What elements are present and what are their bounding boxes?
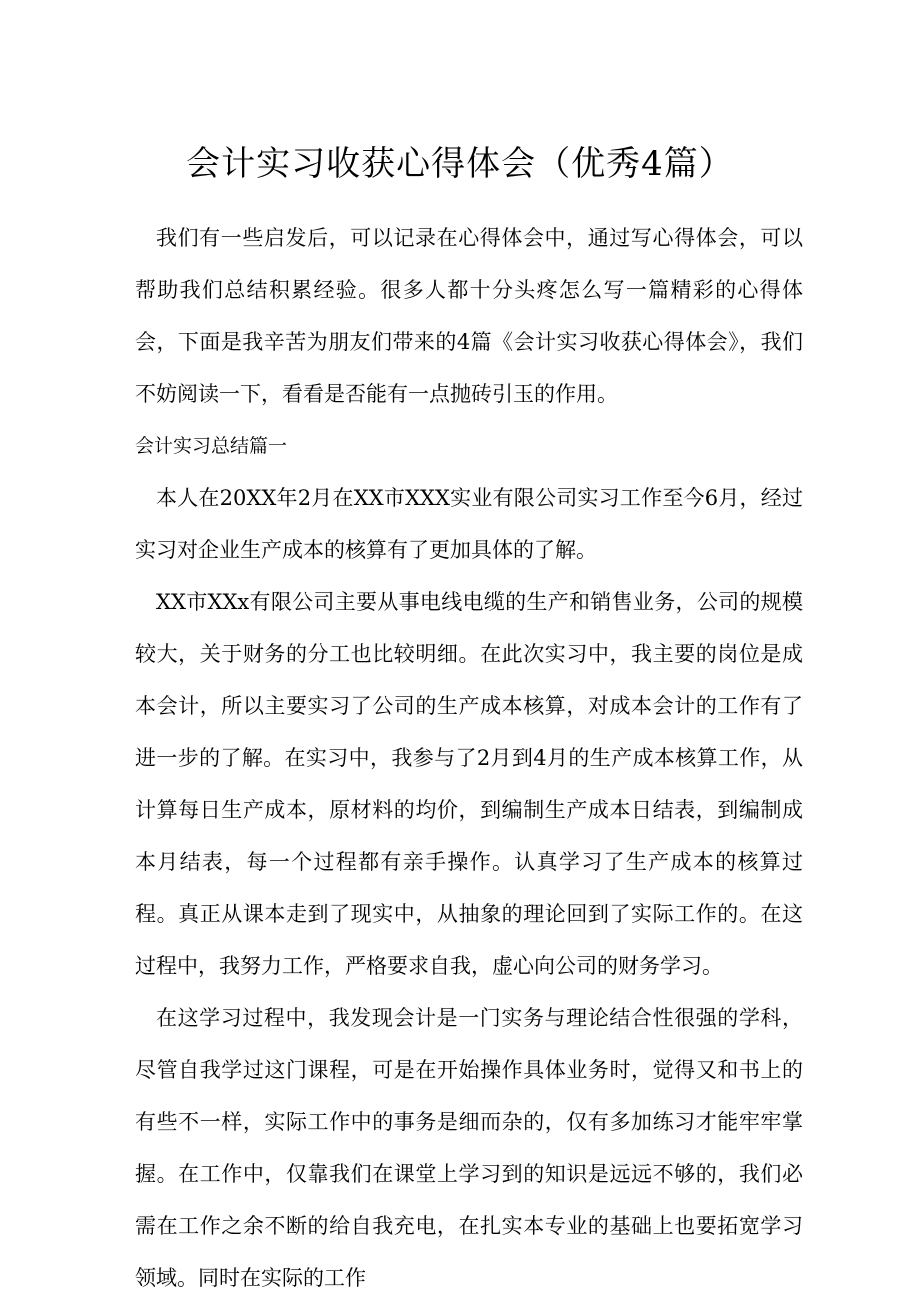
section-heading: 会计实习总结篇一 — [135, 435, 288, 457]
body-paragraph: 在这学习过程中，我发现会计是一门实务与理论结合性很强的学科，尽管自我学过这门课程，可是在开始操作具体业务时，觉得又和书上的有些不一样，实际工作中的事务是细而杂的，仅有多加练习才能牢牢掌握。在工作中，仅靠我们在课堂上学习到的知识是远远不够的，我们必需在工作之余不断的给自我充电，在扎实本专业的基础上也要拓宽学习领域。同时在实际的工作 — [135, 1006, 803, 1290]
document-title: 会计实习收获心得体会（优秀4篇） — [186, 144, 734, 184]
intro-paragraph: 我们有一些启发后，可以记录在心得体会中，通过写心得体会，可以帮助我们总结积累经验。很多人都十分头疼怎么写一篇精彩的心得体会，下面是我辛苦为朋友们带来的4篇《会计实习收获心得体会》，我们不妨阅读一下，看看是否能有一点抛砖引玉的作用。 — [135, 226, 803, 406]
body-paragraph: XX市XXx有限公司主要从事电线电缆的生产和销售业务，公司的规模较大，关于财务的分工也比较明细。在此次实习中，我主要的岗位是成本会计，所以主要实习了公司的生产成本核算，对成本会计的工作有了进一步的了解。在实习中，我参与了2月到4月的生产成本核算工作，从计算每日生产成本，原材料的均价，到编制生产成本日结表，到编制成本月结表，每一个过程都有亲手操作。认真学习了生产成本的核算过程。真正从课本走到了现实中，从抽象的理论回到了实际工作的。在这过程中，我努力工作，严格要求自我，虚心向公司的财务学习。 — [135, 590, 803, 978]
document-body — [135, 212, 803, 1304]
body-paragraph: 本人在20XX年2月在XX市XXX实业有限公司实习工作至今6月，经过实习对企业生产成本的核算有了更加具体的了解。 — [135, 486, 803, 562]
